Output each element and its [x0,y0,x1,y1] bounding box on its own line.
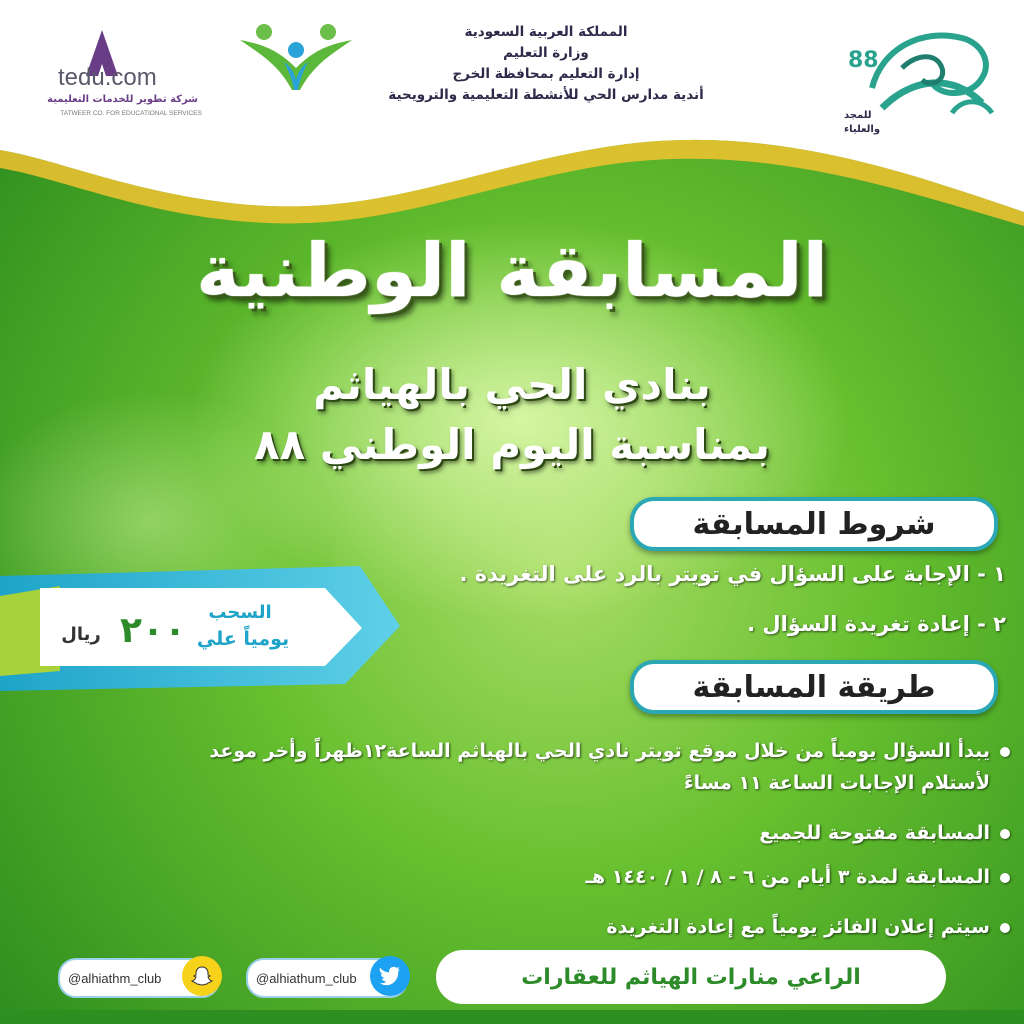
family-logo [236,18,356,98]
page-title: المسابقة الوطنية [195,228,829,314]
prize-ribbon [0,566,410,691]
snapchat-handle-text: @alhiathm_club [68,970,162,986]
header-line-4: أندية مدارس الحي للأنشطة التعليمية والترويحية [388,87,704,103]
method-item-1-cont-text: لأستلام الإجابات الساعة ١١ مساءً [683,772,990,794]
national-day-logo [842,18,1002,138]
bullet-dot [1000,747,1010,757]
sponsor-banner [436,950,946,1004]
twitter-handle-text: @alhiathum_club [256,970,357,986]
method-item-2-text: المسابقة مفتوحة للجميع [759,822,990,844]
method-item-1 [20,736,1010,766]
bullet-dot [1000,829,1010,839]
subtitle-club: بنادي الحي بالهياثم [313,360,711,409]
twitter-icon [370,956,410,996]
method-item-1-text: يبدأ السؤال يومياً من خلال موقع تويتر نادي الحي بالهياثم الساعة١٢ظهراً وأخر موعد [209,740,990,762]
method-item-1-cont [20,768,990,798]
bullet-dot [1000,873,1010,883]
method-heading-text: طريقة المسابقة [692,669,936,705]
header-line-3: إدارة التعليم بمحافظة الخرج [452,66,640,82]
header-line-1: المملكة العربية السعودية [464,24,628,40]
condition-item-2: ٢ - إعادة تغريدة السؤال . [747,612,1006,636]
bullet-dot [1000,923,1010,933]
national-day-tagline-1: للمجد [844,110,872,121]
tedu-arabic: شركة تطوير للخدمات التعليمية [47,94,198,105]
sponsor-text: الراعي منارات الهياثم للعقارات [521,964,861,990]
tedu-domain: edu.com [64,64,157,91]
tedu-wordmark [58,64,157,92]
snapchat-icon [182,956,222,996]
twitter-handle[interactable] [246,958,408,998]
subtitle-occasion: بمناسبة اليوم الوطني ٨٨ [253,420,771,469]
method-item-2 [20,818,1010,848]
tedu-english: TATWEER CO. FOR EDUCATIONAL SERVICES [60,110,202,117]
method-item-4 [20,912,1010,942]
national-day-tagline-2: والعلياء [844,124,881,135]
snapchat-handle[interactable] [58,958,220,998]
condition-item-1: ١ - الإجابة على السؤال في تويتر بالرد على التغريدة . [459,562,1006,586]
ministry-header [376,22,716,106]
method-item-3-text: المسابقة لمدة ٣ أيام من ٦ - ٨ / ١ / ١٤٤٠ هـ [585,866,990,888]
national-day-number: 88 [848,48,879,73]
prize-draw: السحب [208,602,272,623]
prize-amount: ٢٠٠ [120,610,186,651]
prize-daily: يومياً علي [196,628,290,650]
method-item-4-text: سيتم إعلان الفائز يومياً مع إعادة التغريدة [606,916,990,938]
method-heading [630,660,998,714]
tedu-t: t [58,64,65,91]
conditions-heading [630,497,998,551]
header-line-2: وزارة التعليم [503,45,589,61]
tedu-logo [47,28,212,123]
prize-currency: ريال [61,624,101,645]
method-item-3 [20,862,1010,892]
conditions-heading-text: شروط المسابقة [692,506,936,542]
